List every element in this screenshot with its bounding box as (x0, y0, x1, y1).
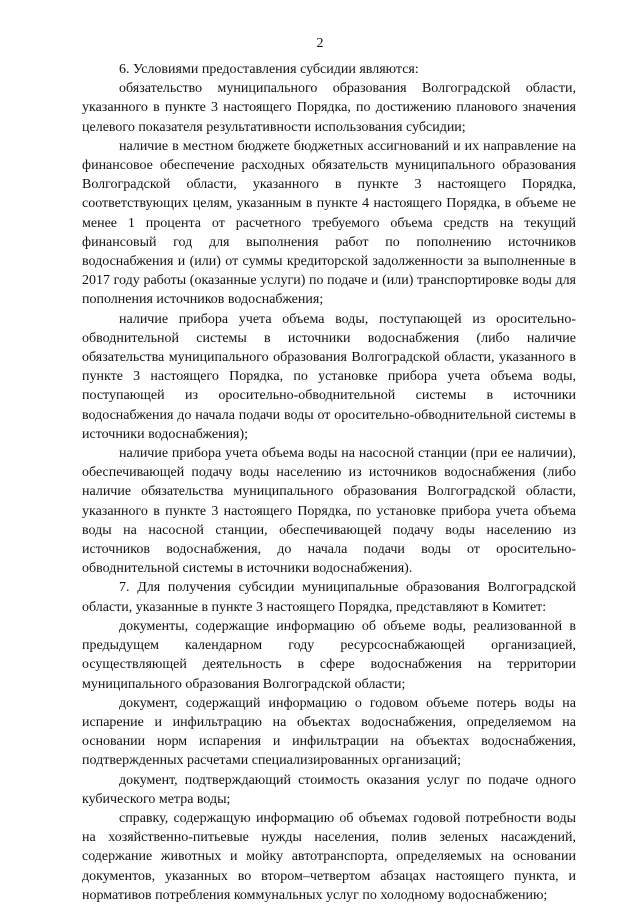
paragraph-document-service-cost: документ, подтверждающий стоимость оказания услуг по подаче одного кубического метра воды; (82, 772, 576, 807)
document-body (82, 60, 576, 905)
paragraph-obligation-target-indicator: обязательство муниципального образования Волгоградской области, указанного в пункте 3 настоящего Порядка, по достижению планового значения целевого показателя результативности использования субсидии; (82, 81, 576, 135)
paragraph-documents-water-volume: документы, содержащие информацию об объеме воды, реализованной в предыдущем календарном году ресурсоснабжающей организацией, осуществляющей деятельность в сфере водоснабжения на территории муниципального образования Волгоградской области; (82, 618, 576, 692)
paragraph-6-heading: 6. Условиями предоставления субсидии являются: (119, 62, 419, 77)
paragraph-budget-allocations: наличие в местном бюджете бюджетных ассигнований и их направление на финансовое обеспечение расходных обязательств муниципального образования Волгоградской области, указанного в пункте 3 настоящего Порядка, соответствующих целям, указанным в пункте 4 настоящего Порядка, в объеме не менее 1 процента от расчетного требуемого объема средств на текущий финансовый год для выполнения работ по пополнению источников водоснабжения и (или) от суммы кредиторской задолженности за выполненные в 2017 году работы (оказанные услуги) по подаче и (или) транспортировке воды для пополнения источников водоснабжения; (82, 138, 576, 308)
paragraph-document-water-losses: документ, содержащий информацию о годовом объеме потерь воды на испарение и инфильтрацию на объектах водоснабжения, определяемом на основании норм испарения и инфильтрации на объектах водоснабжения, подтвержденных расчетами специализированных организаций; (82, 695, 576, 769)
paragraph-water-meter-pump-station: наличие прибора учета объема воды на насосной станции (при ее наличии), обеспечивающей подачу воды населению из источников водоснабжения (либо наличие обязательства муниципального образования Волгоградской области, указанного в пункте 3 настоящего Порядка, по установке прибора учета объема воды на насосной станции, обеспечивающей подачу воды населению из источников водоснабжения, до начала подачи воды от оросительно-обводнительной системы в источники водоснабжения). (82, 446, 576, 577)
paragraph-water-meter-irrigation: наличие прибора учета объема воды, поступающей из оросительно-обводнительной системы в источники водоснабжения (либо наличие обязательства муниципального образования Волгоградской области, указанного в пункте 3 настоящего Порядка, по установке прибора учета объема воды, поступающей из оросительно-обводнительной системы в источники водоснабжения до начала подачи воды от оросительно-обводнительной системы в источники водоснабжения); (82, 311, 576, 442)
paragraph-certificate-annual-demand: справку, содержащую информацию об объемах годовой потребности воды на хозяйственно-питьевые нужды населения, полив зеленых насаждений, содержание животных и мойку автотранспорта, определяемых на основании документов, указанных во втором–четвертом абзацах настоящего пункта, и нормативов потребления коммунальных услуг по холодному водоснабжению; (82, 810, 576, 903)
paragraph-7-heading: 7. Для получения субсидии муниципальные образования Волгоградской области, указанные в пункте 3 настоящего Порядка, представляют в Комитет: (82, 580, 576, 615)
page-number: 2 (316, 36, 324, 51)
